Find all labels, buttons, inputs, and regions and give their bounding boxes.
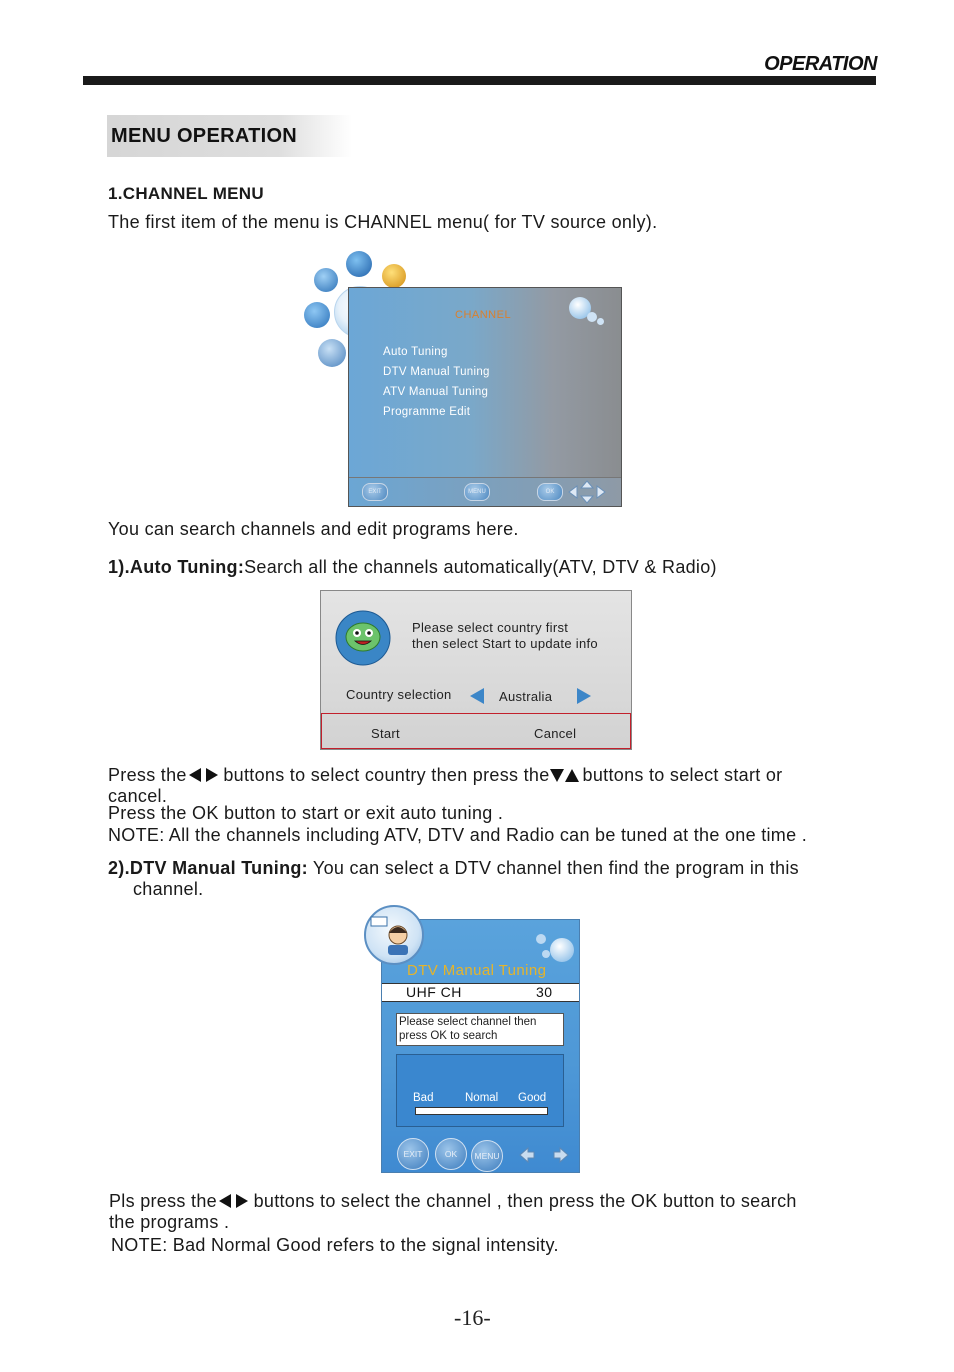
- menu-item-atv-manual-tuning[interactable]: ATV Manual Tuning: [383, 386, 489, 398]
- country-selection-label: Country selection: [346, 687, 452, 702]
- dtv-screen-title: DTV Manual Tuning: [407, 962, 547, 979]
- auto-tuning-message: [412, 620, 598, 652]
- bubble-icon: [587, 312, 597, 322]
- bubble-icon: [597, 318, 604, 325]
- right-arrow-icon: [206, 768, 218, 782]
- header-title: OPERATION: [764, 53, 877, 75]
- exit-button[interactable]: EXIT: [397, 1138, 429, 1170]
- instruction-line-3: Press the OK button to start or exit auto tuning .: [108, 803, 504, 823]
- message-line: Please select country first: [412, 620, 569, 635]
- menu-item-programme-edit[interactable]: Programme Edit: [383, 406, 471, 418]
- channel-menu-heading: 1.CHANNEL MENU: [108, 184, 264, 203]
- menu-item-dtv-manual-tuning[interactable]: DTV Manual Tuning: [383, 366, 490, 378]
- country-value[interactable]: Australia: [499, 689, 553, 704]
- bubble-icon: [542, 950, 550, 958]
- dtv-avatar-icon: [364, 905, 424, 965]
- dtv-manual-line-2: channel.: [133, 879, 204, 899]
- search-text: You can search channels and edit programs here.: [108, 519, 519, 539]
- instruction-box-line: press OK to search: [399, 1030, 498, 1042]
- instruction-text: Pls press the: [109, 1191, 217, 1211]
- note-line: NOTE: All the channels including ATV, DTV and Radio can be tuned at the one time .: [108, 825, 808, 845]
- bubble-icon: [536, 934, 546, 944]
- left-arrow-icon: [219, 1194, 231, 1208]
- dtv-note-line: NOTE: Bad Normal Good refers to the signal intensity.: [111, 1235, 559, 1255]
- direction-arrows-icon: [567, 479, 607, 505]
- time-menu-icon: [318, 339, 346, 367]
- left-right-arrows-icon: [518, 1146, 570, 1164]
- menu-button[interactable]: MENU: [464, 483, 490, 501]
- menu-button[interactable]: MENU: [471, 1140, 503, 1172]
- dtv-manual-text: You can select a DTV channel then find the program in this: [307, 858, 799, 878]
- country-prev-arrow-icon[interactable]: [470, 688, 484, 704]
- instruction-box-line: Please select channel then: [399, 1016, 537, 1028]
- instruction-text: buttons to select start or: [582, 765, 783, 785]
- person-icon: [366, 907, 422, 963]
- lock-menu-icon: [382, 264, 406, 288]
- message-line: then select Start to update info: [412, 636, 598, 651]
- header-rule: [83, 76, 876, 85]
- channel-screen-footer: [349, 477, 621, 506]
- exit-button[interactable]: EXIT: [362, 483, 388, 501]
- instruction-text: Press the: [108, 765, 187, 785]
- instruction-line-1: [108, 765, 782, 786]
- channel-row[interactable]: [382, 983, 579, 1002]
- instruction-line-2: cancel.: [108, 786, 168, 806]
- page-number: -16-: [454, 1305, 491, 1330]
- channel-menu-screen: [348, 287, 622, 507]
- picture-menu-icon: [346, 251, 372, 277]
- ok-button[interactable]: OK: [537, 483, 563, 501]
- left-arrow-icon: [189, 768, 201, 782]
- right-arrow-icon: [236, 1194, 248, 1208]
- mascot-icon: [335, 610, 391, 666]
- setup-menu-icon: [314, 268, 338, 292]
- auto-tuning-label: 1).Auto Tuning:: [108, 557, 245, 577]
- up-arrow-icon: [565, 769, 579, 782]
- start-button[interactable]: Start: [371, 726, 400, 741]
- channel-menu-intro: The first item of the menu is CHANNEL menu( for TV source only).: [108, 212, 658, 232]
- auto-tuning-dialog: [320, 590, 632, 750]
- section-title: MENU OPERATION: [111, 125, 298, 147]
- menu-item-auto-tuning[interactable]: Auto Tuning: [383, 346, 448, 358]
- signal-panel: [396, 1054, 564, 1127]
- action-row: [321, 713, 631, 749]
- auto-tuning-text: Search all the channels automatically(ATV, DTV & Radio): [244, 557, 717, 577]
- cancel-button[interactable]: Cancel: [534, 726, 577, 741]
- instruction-text: buttons to select country then press the: [223, 765, 550, 785]
- dtv-instruction-line-2: the programs .: [109, 1212, 230, 1232]
- signal-strength-bar: [415, 1107, 548, 1115]
- sound-menu-icon: [304, 302, 330, 328]
- dtv-instruction-line-1: [109, 1191, 797, 1212]
- channel-screen-title: CHANNEL: [455, 309, 512, 321]
- bubbles-icon: [550, 938, 574, 962]
- ok-button[interactable]: OK: [435, 1138, 467, 1170]
- band-label: UHF CH: [406, 984, 462, 1000]
- channel-number: 30: [536, 984, 553, 1000]
- country-next-arrow-icon[interactable]: [577, 688, 591, 704]
- signal-good-label: Good: [518, 1092, 547, 1104]
- signal-normal-label: Nomal: [465, 1092, 499, 1104]
- signal-bad-label: Bad: [413, 1092, 434, 1104]
- instruction-text: buttons to select the channel , then press the OK button to search: [253, 1191, 797, 1211]
- down-arrow-icon: [550, 769, 564, 782]
- instruction-box: [396, 1013, 564, 1046]
- dtv-manual-line: [108, 858, 799, 879]
- auto-tuning-line: [108, 557, 717, 578]
- dtv-manual-label: 2).DTV Manual Tuning:: [108, 858, 308, 878]
